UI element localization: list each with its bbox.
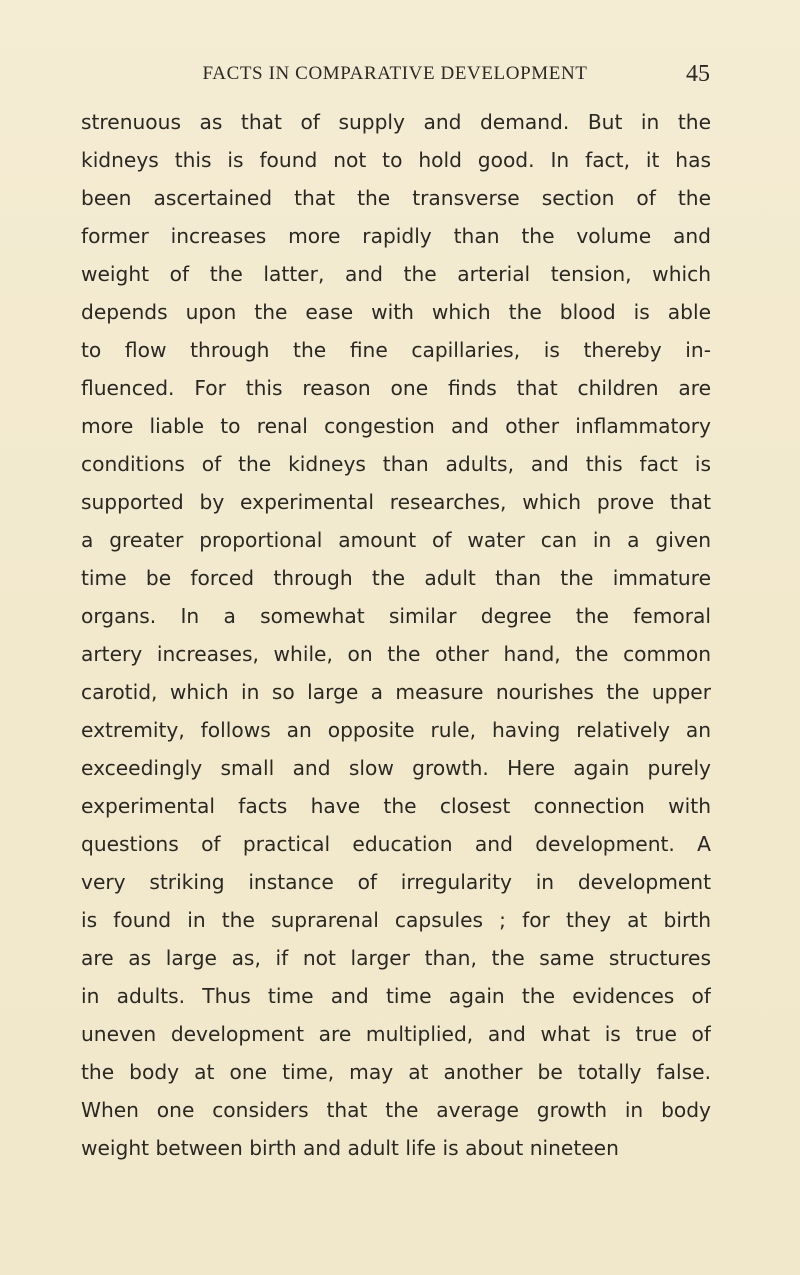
text-line: exceedingly small and slow growth. Here again purely [81,756,711,780]
page-number: 45 [686,61,710,87]
text-line: been ascertained that the transverse section of the [81,186,711,210]
text-line: supported by experimental researches, which prove that [81,490,711,514]
text-line: is found in the suprarenal capsules ; for they at birth [81,908,711,932]
text-line: extremity, follows an opposite rule, having relatively an [81,718,711,742]
text-line: kidneys this is found not to hold good. In fact, it has [81,148,711,172]
text-line: a greater proportional amount of water can in a given [81,528,711,552]
text-line: fluenced. For this reason one finds that children are [81,376,711,400]
text-line: to flow through the fine capillaries, is thereby in- [81,338,711,362]
text-line: depends upon the ease with which the blood is able [81,300,711,324]
text-line: more liable to renal congestion and other inflammatory [81,414,711,438]
text-line: organs. In a somewhat similar degree the femoral [81,604,711,628]
text-line: experimental facts have the closest connection with [81,794,711,818]
running-head [80,60,710,88]
text-line: weight between birth and adult life is about nineteen [81,1136,619,1160]
text-line: in adults. Thus time and time again the evidences of [81,984,711,1008]
text-line: carotid, which in so large a measure nourishes the upper [81,680,711,704]
text-line: the body at one time, may at another be totally false. [81,1060,711,1084]
text-line: conditions of the kidneys than adults, and this fact is [81,452,711,476]
text-line: When one considers that the average growth in body [81,1098,711,1122]
text-line: very striking instance of irregularity in development [81,870,711,894]
running-title: FACTS IN COMPARATIVE DEVELOPMENT [202,63,588,84]
text-line: artery increases, while, on the other hand, the common [81,642,711,666]
text-line: strenuous as that of supply and demand. But in the [81,110,711,134]
text-line: questions of practical education and development. A [81,832,711,856]
body-text [81,103,711,1167]
text-line: uneven development are multiplied, and what is true of [81,1022,711,1046]
text-line: are as large as, if not larger than, the same structures [81,946,711,970]
text-line: weight of the latter, and the arterial tension, which [81,262,711,286]
text-line: former increases more rapidly than the volume and [81,224,711,248]
text-line: time be forced through the adult than the immature [81,566,711,590]
